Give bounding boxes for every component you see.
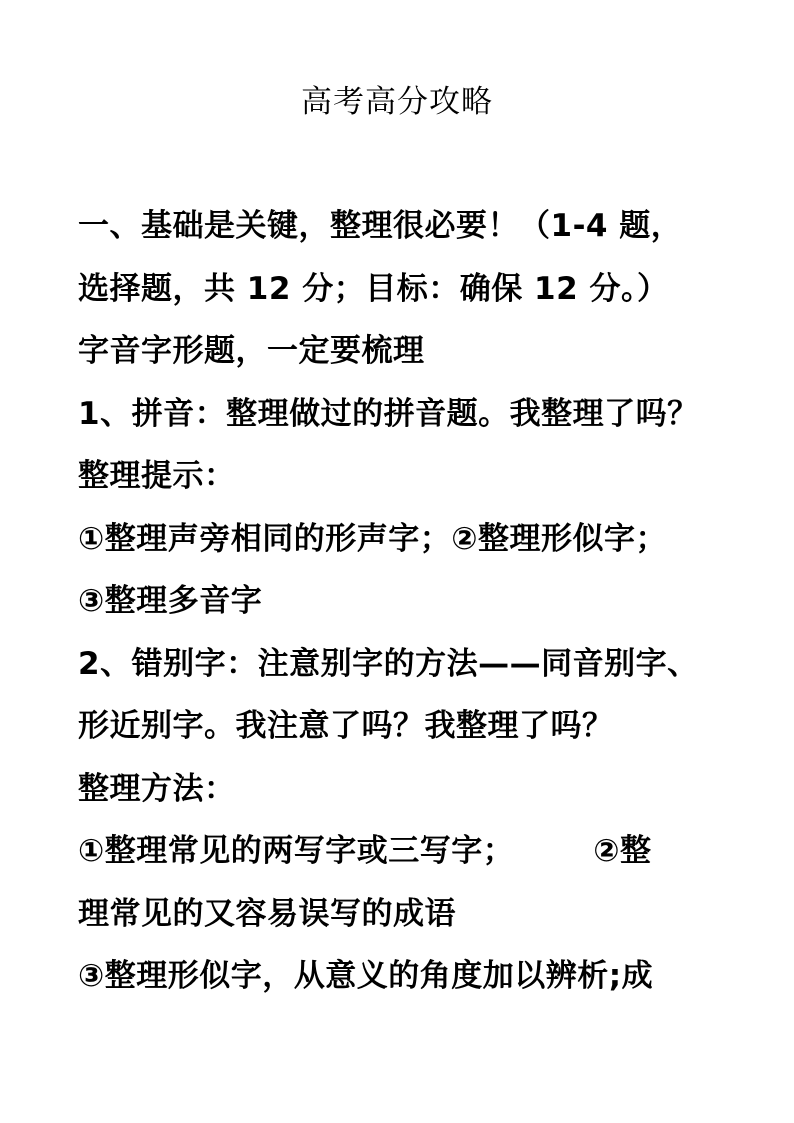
document-body xyxy=(78,195,778,1008)
body-line-4: 1、拼音：整理做过的拼音题。我整理了吗？ xyxy=(78,395,699,432)
document-title: 高考高分攻略 xyxy=(301,84,493,120)
body-line-8: 2、错别字：注意别字的方法——同音别字、 xyxy=(78,645,699,682)
body-line-1: 一、基础是关键，整理很必要！（1-4 题， xyxy=(78,208,683,244)
body-line-6: ①整理声旁相同的形声字；②整理形似字； xyxy=(78,520,667,557)
body-line-3: 字音字形题，一定要梳理 xyxy=(78,333,425,369)
body-line-11: ①整理常见的两写字或三写字； ②整 xyxy=(78,833,652,869)
body-line-5: 整理提示： xyxy=(78,458,236,494)
body-line-9: 形近别字。我注意了吗？我整理了吗？ xyxy=(78,708,614,744)
body-line-13: ③整理形似字，从意义的角度加以辨析;成 xyxy=(78,958,654,994)
body-line-2: 选择题，共 12 分；目标：确保 12 分。） xyxy=(78,270,669,307)
body-line-7: ③整理多音字 xyxy=(78,583,263,619)
body-line-10: 整理方法： xyxy=(78,770,236,807)
body-line-12: 理常见的又容易误写的成语 xyxy=(78,895,456,932)
